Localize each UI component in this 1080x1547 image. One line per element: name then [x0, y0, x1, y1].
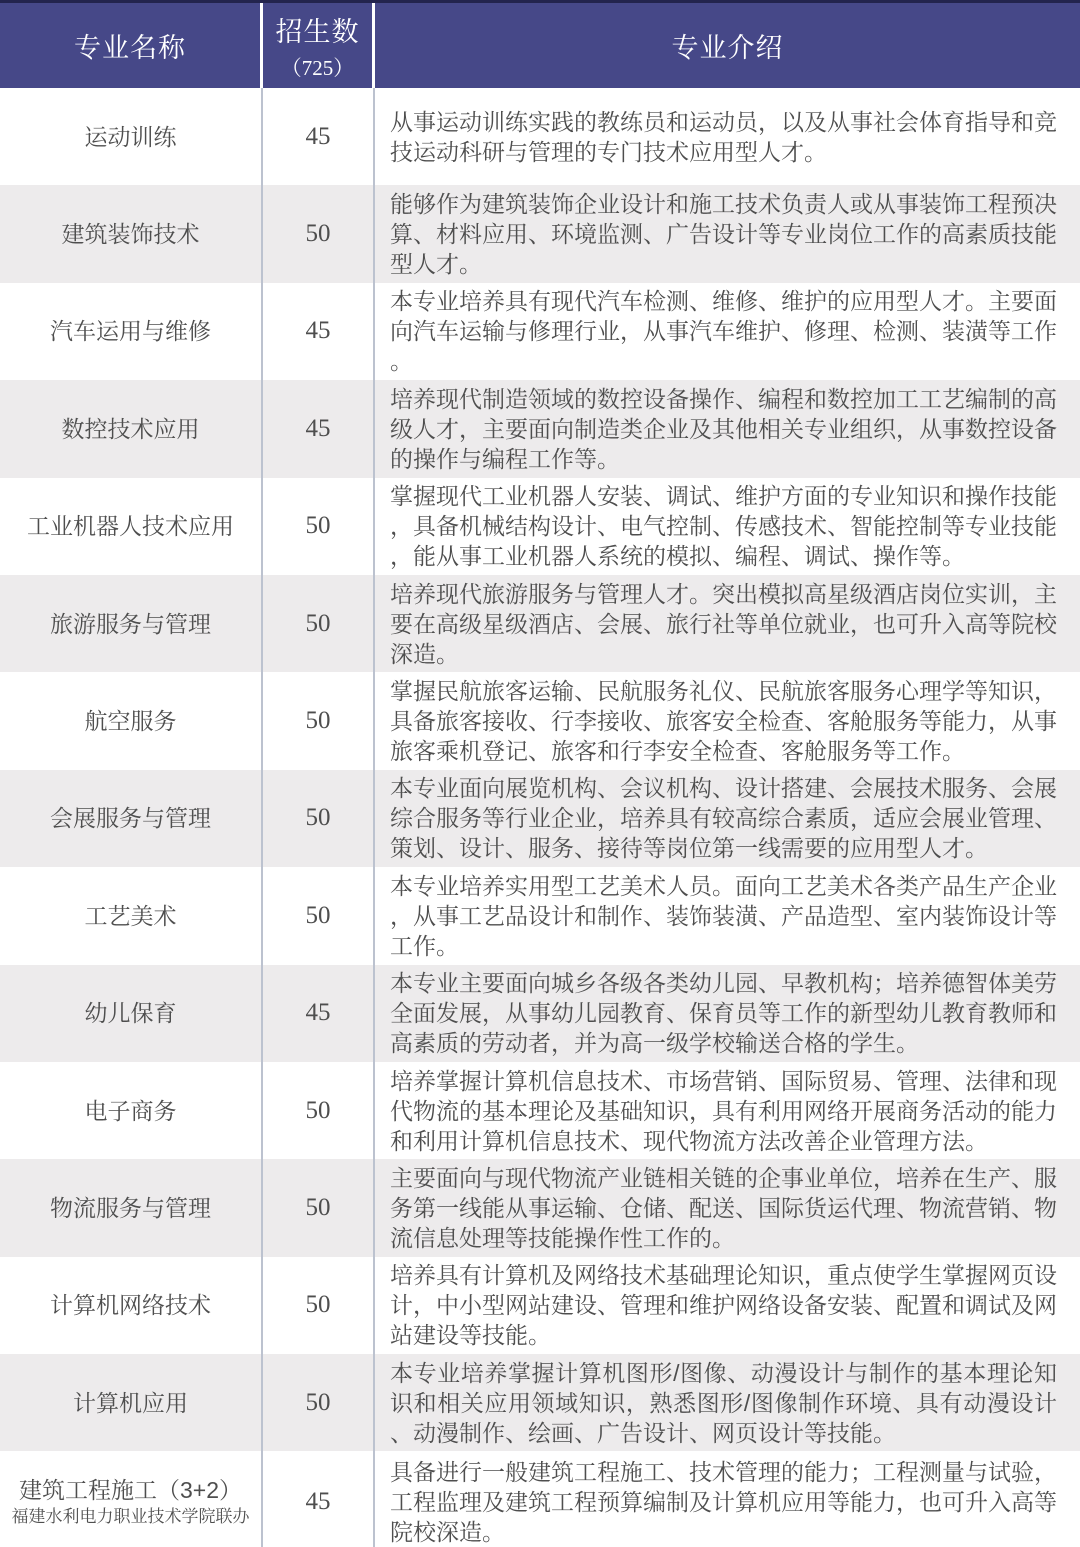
- major-intro-cell: [375, 1062, 1080, 1159]
- enrollment-cell: 50: [263, 185, 375, 282]
- major-intro-cell: [375, 672, 1080, 769]
- major-name-cell: 计算机应用: [0, 1354, 263, 1451]
- major-intro-cell: [375, 1257, 1080, 1354]
- major-name-cell: 汽车运用与维修: [0, 283, 263, 380]
- table-row: [0, 88, 1080, 185]
- enrollment-cell: 45: [263, 88, 375, 185]
- major-intro-cell: [375, 867, 1080, 964]
- enrollment-cell: 45: [263, 1451, 375, 1547]
- table-row: [0, 380, 1080, 477]
- major-intro-cell: [375, 478, 1080, 575]
- major-name-cell: [0, 1451, 263, 1547]
- table-header-row: [0, 3, 1080, 88]
- major-intro-text: 掌握民航旅客运输、民航服务礼仪、民航旅客服务心理学等知识，具备旅客接收、行李接收、旅客安全检查、客舱服务等能力，从事旅客乘机登记、旅客和行李安全检查、客舱服务等工作。: [390, 678, 1057, 765]
- major-intro-cell: [375, 965, 1080, 1062]
- enrollment-cell: 50: [263, 478, 375, 575]
- enrollment-cell: 45: [263, 965, 375, 1062]
- major-name-cell: 计算机网络技术: [0, 1257, 263, 1354]
- major-intro-cell: [375, 1354, 1080, 1451]
- major-intro-text: 培养现代旅游服务与管理人才。突出模拟高星级酒店岗位实训，主要在高级星级酒店、会展、旅行社等单位就业，也可升入高等院校深造。: [390, 580, 1057, 667]
- enrollment-cell: 50: [263, 575, 375, 672]
- table-row: [0, 965, 1080, 1062]
- enrollment-cell: 50: [263, 770, 375, 867]
- table-row: [0, 185, 1080, 282]
- major-intro-text: 主要面向与现代物流产业链相关链的企事业单位，培养在生产、服务第一线能从事运输、仓储、配送、国际货运代理、物流营销、物流信息处理等技能操作性工作的。: [390, 1165, 1057, 1251]
- header-major-name: 专业名称: [0, 3, 263, 88]
- major-name-cell: 物流服务与管理: [0, 1159, 263, 1256]
- major-intro-cell: [375, 88, 1080, 185]
- major-name-cell: 运动训练: [0, 88, 263, 185]
- table-row: [0, 1354, 1080, 1451]
- table-row: [0, 1257, 1080, 1354]
- enrollment-cell: 45: [263, 380, 375, 477]
- enrollment-cell: 50: [263, 1354, 375, 1451]
- major-name-cell: 电子商务: [0, 1062, 263, 1159]
- major-intro-text: 能够作为建筑装饰企业设计和施工技术负责人或从事装饰工程预决算、材料应用、环境监测、广告设计等专业岗位工作的高素质技能型人才。: [390, 191, 1057, 278]
- major-name-cell: 会展服务与管理: [0, 770, 263, 867]
- header-major-intro: 专业介绍: [671, 33, 784, 63]
- major-name-cell: 幼儿保育: [0, 965, 263, 1062]
- major-intro-cell: [375, 185, 1080, 282]
- major-intro-cell: [375, 1159, 1080, 1256]
- header-enrollment-label: 招生数: [275, 16, 360, 47]
- enrollment-cell: 50: [263, 1062, 375, 1159]
- major-name-cell: 建筑装饰技术: [0, 185, 263, 282]
- header-enrollment: [263, 3, 375, 88]
- table-row: [0, 283, 1080, 380]
- major-intro-text: 培养掌握计算机信息技术、市场营销、国际贸易、管理、法律和现代物流的基本理论及基础知识，具有利用网络开展商务活动的能力和利用计算机信息技术、现代物流方法改善企业管理方法。: [390, 1067, 1057, 1154]
- table-row: [0, 1451, 1080, 1547]
- table-row: [0, 672, 1080, 769]
- enrollment-cell: 50: [263, 867, 375, 964]
- major-name-cell: 航空服务: [0, 672, 263, 769]
- major-intro-cell: [375, 1451, 1080, 1547]
- major-name-subtext: 福建水利电力职业技术学院联办: [11, 1507, 250, 1527]
- header-enrollment-total: （725）: [280, 55, 355, 80]
- major-intro-cell: [375, 575, 1080, 672]
- table-row: [0, 770, 1080, 867]
- major-intro-text: 掌握现代工业机器人安装、调试、维护方面的专业知识和操作技能，具备机械结构设计、电气控制、传感技术、智能控制等专业技能，能从事工业机器人系统的模拟、编程、调试、操作等。: [390, 483, 1057, 570]
- major-name-text: 建筑工程施工（3+2）: [18, 1477, 242, 1504]
- enrollment-cell: 45: [263, 283, 375, 380]
- table-row: [0, 1062, 1080, 1159]
- table-row: [0, 1159, 1080, 1256]
- table-row: [0, 575, 1080, 672]
- major-name-cell: 工业机器人技术应用: [0, 478, 263, 575]
- major-name-cell: 数控技术应用: [0, 380, 263, 477]
- enrollment-cell: 50: [263, 672, 375, 769]
- major-intro-cell: [375, 770, 1080, 867]
- major-name-cell: 工艺美术: [0, 867, 263, 964]
- major-intro-text: 培养现代制造领域的数控设备操作、编程和数控加工工艺编制的高级人才，主要面向制造类企业及其他相关专业组织，从事数控设备的操作与编程工作等。: [390, 385, 1057, 472]
- major-intro-text: 本专业培养实用型工艺美术人员。面向工艺美术各类产品生产企业，从事工艺品设计和制作、装饰装潢、产品造型、室内装饰设计等工作。: [390, 872, 1057, 959]
- enrollment-cell: 50: [263, 1257, 375, 1354]
- major-intro-text: 从事运动训练实践的教练员和运动员，以及从事社会体育指导和竞技运动科研与管理的专门技术应用型人才。: [390, 108, 1057, 165]
- enrollment-cell: 50: [263, 1159, 375, 1256]
- table-row: [0, 867, 1080, 964]
- major-intro-text: 培养具有计算机及网络技术基础理论知识，重点使学生掌握网页设计，中小型网站建设、管理和维护网络设备安装、配置和调试及网站建设等技能。: [390, 1262, 1057, 1349]
- major-name-cell: 旅游服务与管理: [0, 575, 263, 672]
- major-intro-text: 具备进行一般建筑工程施工、技术管理的能力；工程测量与试验，工程监理及建筑工程预算编制及计算机应用等能力，也可升入高等院校深造。: [390, 1459, 1057, 1546]
- table-row: [0, 478, 1080, 575]
- major-intro-text: 本专业面向展览机构、会议机构、设计搭建、会展技术服务、会展综合服务等行业企业，培养具有较高综合素质，适应会展业管理、策划、设计、服务、接待等岗位第一线需要的应用型人才。: [390, 775, 1057, 862]
- major-intro-cell: [375, 283, 1080, 380]
- major-intro-text: 本专业培养掌握计算机图形/图像、动漫设计与制作的基本理论知识和相关应用领域知识，熟悉图形/图像制作环境、具有动漫设计、动漫制作、绘画、广告设计、网页设计等技能。: [390, 1359, 1057, 1446]
- major-intro-cell: [375, 380, 1080, 477]
- major-intro-text: 本专业主要面向城乡各级各类幼儿园、早教机构；培养德智体美劳全面发展，从事幼儿园教育、保育员等工作的新型幼儿教育教师和高素质的劳动者，并为高一级学校输送合格的学生。: [390, 970, 1057, 1057]
- major-intro-text: 本专业培养具有现代汽车检测、维修、维护的应用型人才。主要面向汽车运输与修理行业，从事汽车维护、修理、检测、装潢等工作。: [390, 288, 1057, 375]
